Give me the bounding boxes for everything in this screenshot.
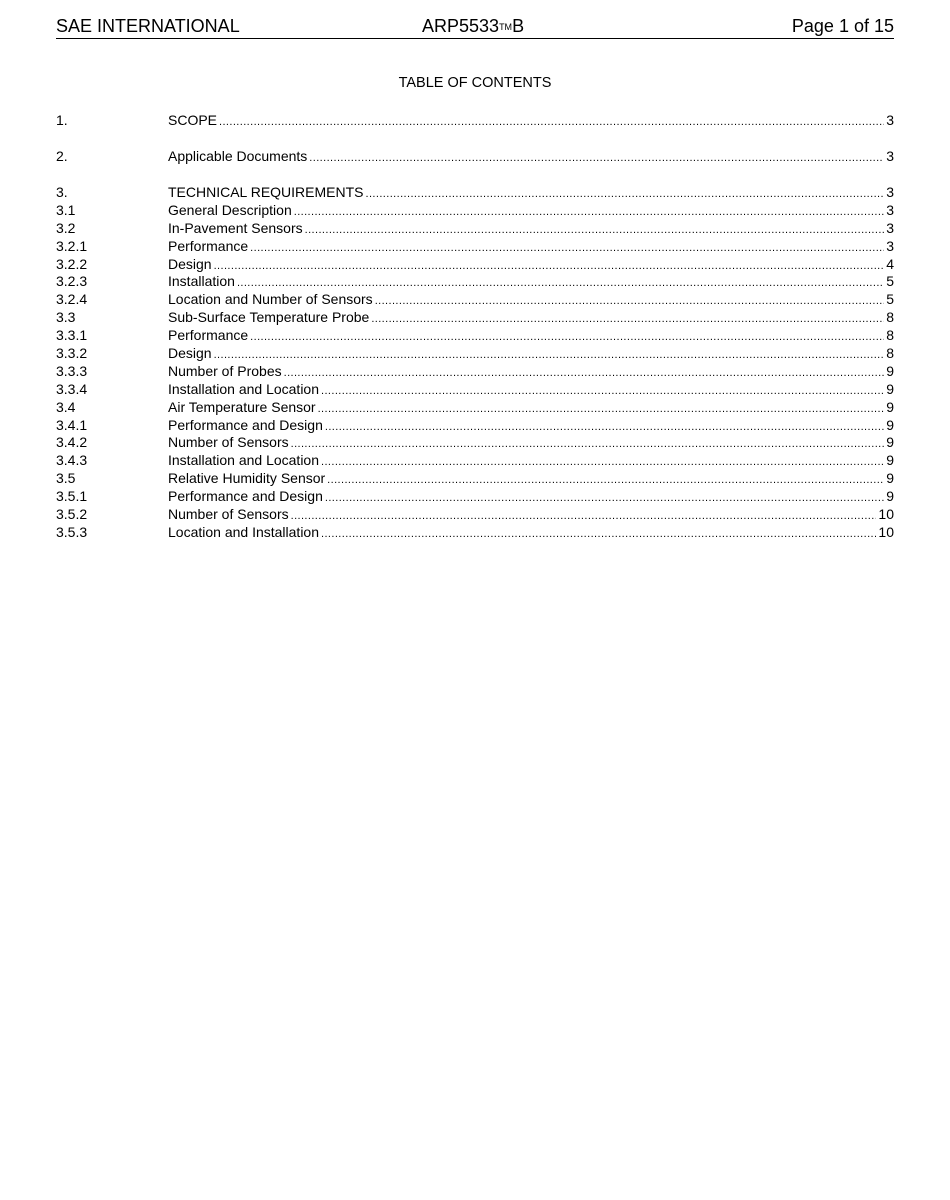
toc-row[interactable] [56, 202, 894, 220]
toc-section-number: 2. [56, 147, 68, 164]
toc-page-number: 9 [886, 434, 894, 451]
toc-row[interactable] [56, 363, 894, 381]
toc-section-number: 3.2.2 [56, 255, 88, 272]
toc-page-number: 5 [886, 291, 894, 308]
header-page-number: Page 1 of 15 [791, 16, 894, 36]
toc-row[interactable] [56, 434, 894, 452]
toc-section-title: SCOPE [168, 112, 218, 128]
document-base-number: ARP5533 [422, 16, 500, 36]
toc-section-number: 3.4 [56, 398, 76, 415]
toc-page-number: 8 [886, 344, 894, 361]
toc-page-number: 9 [886, 398, 894, 415]
toc-page-number: 10 [878, 523, 894, 540]
toc-row[interactable] [56, 220, 894, 238]
toc-row[interactable] [56, 184, 894, 202]
toc-row[interactable] [56, 238, 894, 256]
toc-page-number: 5 [886, 273, 894, 290]
toc-section-number: 3.4.3 [56, 452, 88, 469]
toc-section-title: Number of Sensors [168, 506, 289, 522]
toc-page-number: 8 [886, 309, 894, 326]
toc-section-title: Design [168, 344, 212, 361]
toc-page-number: 9 [886, 362, 894, 379]
toc-section-number: 3.3.4 [56, 380, 88, 397]
toc-section-number: 3.5.1 [56, 488, 88, 505]
toc-section-number: 3.3.3 [56, 362, 88, 379]
toc-page-number: 9 [886, 416, 894, 433]
toc-section-number: 3.2.1 [56, 237, 88, 254]
toc-page-number: 9 [886, 380, 894, 397]
toc-page-number: 10 [878, 506, 894, 522]
toc-section-title: Installation [168, 273, 235, 290]
toc-section-title: Air Temperature Sensor [168, 398, 316, 415]
toc-heading: TABLE OF CONTENTS [398, 75, 552, 91]
toc-row[interactable] [56, 506, 894, 524]
toc-row[interactable] [56, 327, 894, 345]
table-of-contents [56, 112, 894, 542]
toc-section-title: Number of Probes [168, 362, 282, 379]
toc-section-number: 3.1 [56, 201, 76, 218]
toc-row[interactable] [56, 488, 894, 506]
toc-section-title: Number of Sensors [168, 434, 289, 451]
page-header [56, 14, 894, 39]
toc-section-title: Performance and Design [168, 488, 323, 505]
toc-section-title: TECHNICAL REQUIREMENTS [168, 183, 364, 200]
toc-section-number: 3.2.4 [56, 291, 88, 308]
toc-section-number: 3.2 [56, 219, 76, 236]
toc-page-number: 9 [886, 470, 894, 487]
toc-section-title: Relative Humidity Sensor [168, 470, 326, 487]
header-document-number [422, 14, 524, 39]
toc-page-number: 3 [886, 237, 894, 254]
toc-section-title: Performance [168, 237, 249, 254]
toc-section-title: Location and Number of Sensors [168, 291, 373, 308]
document-revision: B [512, 16, 525, 36]
toc-section-title: General Description [168, 201, 292, 218]
toc-section-title: Sub-Surface Temperature Probe [168, 309, 370, 326]
toc-section-number: 3.3.1 [56, 327, 88, 344]
toc-section-title: Installation and Location [168, 452, 319, 469]
toc-page-number: 9 [886, 488, 894, 505]
toc-section-number: 3.5.2 [56, 506, 88, 522]
toc-page-number: 8 [886, 327, 894, 344]
toc-page-number: 3 [886, 183, 894, 200]
toc-row[interactable] [56, 273, 894, 291]
toc-row[interactable] [56, 291, 894, 309]
toc-section-number: 3.4.2 [56, 434, 88, 451]
dot-leader [309, 150, 884, 168]
header-organization: SAE INTERNATIONAL [56, 16, 240, 36]
toc-row[interactable] [56, 148, 894, 166]
toc-row[interactable] [56, 345, 894, 363]
toc-row[interactable] [56, 399, 894, 417]
toc-row[interactable] [56, 256, 894, 274]
toc-section-title: Installation and Location [168, 380, 319, 397]
toc-row[interactable] [56, 417, 894, 435]
toc-row[interactable] [56, 524, 894, 542]
toc-section-title: In-Pavement Sensors [168, 219, 303, 236]
toc-page-number: 3 [886, 147, 894, 164]
toc-row[interactable] [56, 381, 894, 399]
toc-section-number: 3.3 [56, 309, 76, 326]
toc-section-title: Applicable Documents [168, 147, 308, 164]
toc-page-number: 3 [886, 201, 894, 218]
toc-row[interactable] [56, 470, 894, 488]
toc-page-number: 3 [886, 112, 894, 128]
toc-section-number: 3.3.2 [56, 344, 88, 361]
toc-row[interactable] [56, 309, 894, 327]
toc-page-number: 9 [886, 452, 894, 469]
toc-section-title: Location and Installation [168, 523, 319, 540]
toc-section-number: 3.2.3 [56, 273, 88, 290]
toc-section-number: 3.5 [56, 470, 76, 487]
toc-page-number: 3 [886, 219, 894, 236]
toc-row[interactable] [56, 112, 894, 130]
toc-section-title: Performance and Design [168, 416, 323, 433]
dot-leader [321, 526, 876, 544]
toc-section-number: 3.4.1 [56, 416, 88, 433]
toc-page-number: 4 [886, 255, 894, 272]
toc-row[interactable] [56, 452, 894, 470]
trademark-mark: TM [499, 22, 513, 32]
toc-section-number: 3. [56, 183, 68, 200]
toc-section-number: 1. [56, 112, 68, 128]
dot-leader [219, 114, 884, 132]
toc-section-title: Performance [168, 327, 249, 344]
toc-section-number: 3.5.3 [56, 523, 88, 540]
toc-section-title: Design [168, 255, 212, 272]
